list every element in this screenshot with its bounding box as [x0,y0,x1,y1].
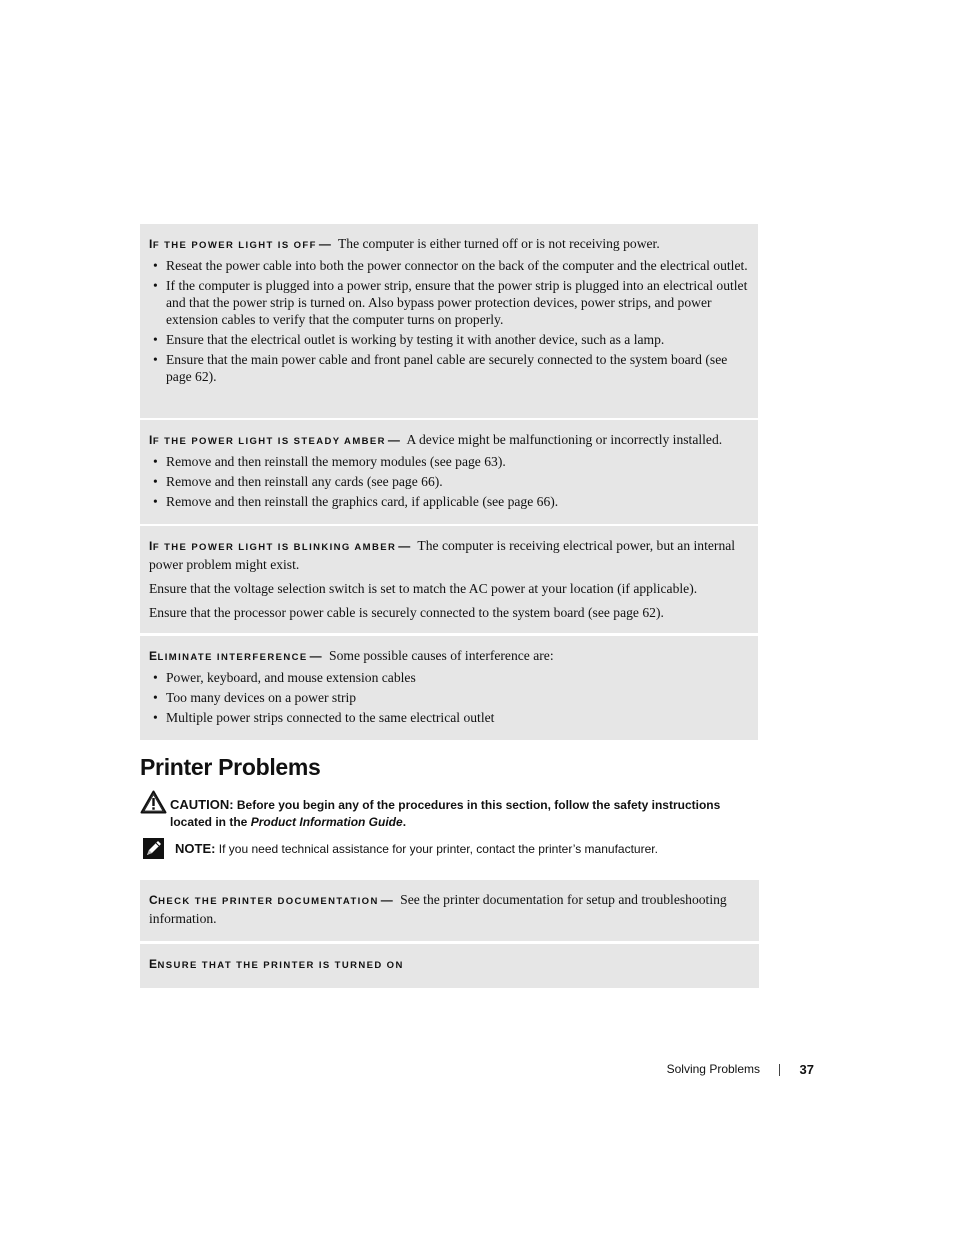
list-item: • Reseat the power cable into both the power connector on the back of the computer and the electrical outlet. [149,257,749,274]
product-guide-title: Product Information Guide [250,815,403,829]
box-lead-paragraph: CHECK THE PRINTER DOCUMENTATION — See the printer documentation for setup and troubleshooting information. [149,892,727,926]
box-paragraph: Ensure that the voltage selection switch is set to match the AC power at your location (if applicable). [149,581,698,596]
caution-triangle-icon [140,790,167,814]
list-item: • Remove and then reinstall any cards (see page 66). [149,473,749,490]
note-label: NOTE: [175,841,216,856]
box-paragraph: Ensure that the processor power cable is securely connected to the system board (see page 62). [149,605,664,620]
bullet-list [149,453,749,510]
troubleshoot-box-printer-on [140,944,759,988]
footer-divider [779,1064,780,1076]
bullet-list [149,669,749,726]
troubleshoot-box-steady-amber [140,420,758,524]
box-heading: IF THE POWER LIGHT IS BLINKING AMBER [149,539,397,553]
caution-text: Before you begin any of the procedures in this section, follow the safety instructions located in the [170,798,721,829]
note-notice [175,840,760,858]
page-number: 37 [799,1062,814,1077]
list-item: • Too many devices on a power strip [149,689,749,706]
box-lead-text: A device might be malfunctioning or incorrectly installed. [406,432,723,447]
list-item: • Power, keyboard, and mouse extension cables [149,669,749,686]
list-item: • Ensure that the main power cable and front panel cable are securely connected to the system board (see page 62). [149,351,749,385]
list-item: • Ensure that the electrical outlet is working by testing it with another device, such as a lamp. [149,331,749,348]
box-heading: IF THE POWER LIGHT IS OFF [149,237,317,251]
bullet-list [149,257,749,385]
caution-notice: CAUTION: Before you begin any of the procedures in this section, follow the safety instructions located in the Product Information Guide. [170,797,721,829]
box-lead-text: The computer is receiving electrical power, but an internal power problem might exist. [149,538,736,572]
caution-label: CAUTION: [170,797,234,812]
box-lead-paragraph: IF THE POWER LIGHT IS OFF — The computer is either turned off or is not receiving power. [149,236,660,251]
box-lead-paragraph: IF THE POWER LIGHT IS BLINKING AMBER — The computer is receiving electrical power, but an internal power problem might exist. [149,538,736,572]
list-item: • Remove and then reinstall the memory modules (see page 63). [149,453,749,470]
box-lead-text: The computer is either turned off or is not receiving power. [337,236,660,251]
page-footer [600,1062,814,1080]
box-heading: ELIMINATE INTERFERENCE [149,649,308,663]
list-item: • If the computer is plugged into a power strip, ensure that the power strip is plugged into an electrical outlet and that the power strip is turned on. Also bypass power protection devices, power strips, and power extension cables to verify that the computer turns on properly. [149,277,749,328]
troubleshoot-box-printer-documentation [140,880,759,941]
page-section-title: Printer Problems [140,754,321,780]
list-item: • Multiple power strips connected to the same electrical outlet [149,709,749,726]
box-lead-paragraph: IF THE POWER LIGHT IS STEADY AMBER — A device might be malfunctioning or incorrectly installed. [149,432,723,447]
troubleshoot-box-interference [140,636,758,740]
note-pencil-icon [143,838,164,859]
box-heading: IF THE POWER LIGHT IS STEADY AMBER [149,433,386,447]
box-lead-text: See the printer documentation for setup and troubleshooting information. [149,892,727,926]
troubleshoot-box-blinking-amber [140,526,758,633]
box-heading: CHECK THE PRINTER DOCUMENTATION [149,893,379,907]
box-heading: ENSURE THAT THE PRINTER IS TURNED ON [149,957,404,971]
footer-chapter: Solving Problems [666,1062,760,1076]
note-text: If you need technical assistance for your printer, contact the printer’s manufacturer. [218,842,658,856]
troubleshoot-box-power-off [140,224,758,418]
box-lead-text: Some possible causes of interference are: [329,648,554,663]
list-item: • Remove and then reinstall the graphics card, if applicable (see page 66). [149,493,749,510]
box-lead-paragraph: ELIMINATE INTERFERENCE — Some possible causes of interference are: [149,648,554,663]
box-lead-paragraph [149,955,750,974]
